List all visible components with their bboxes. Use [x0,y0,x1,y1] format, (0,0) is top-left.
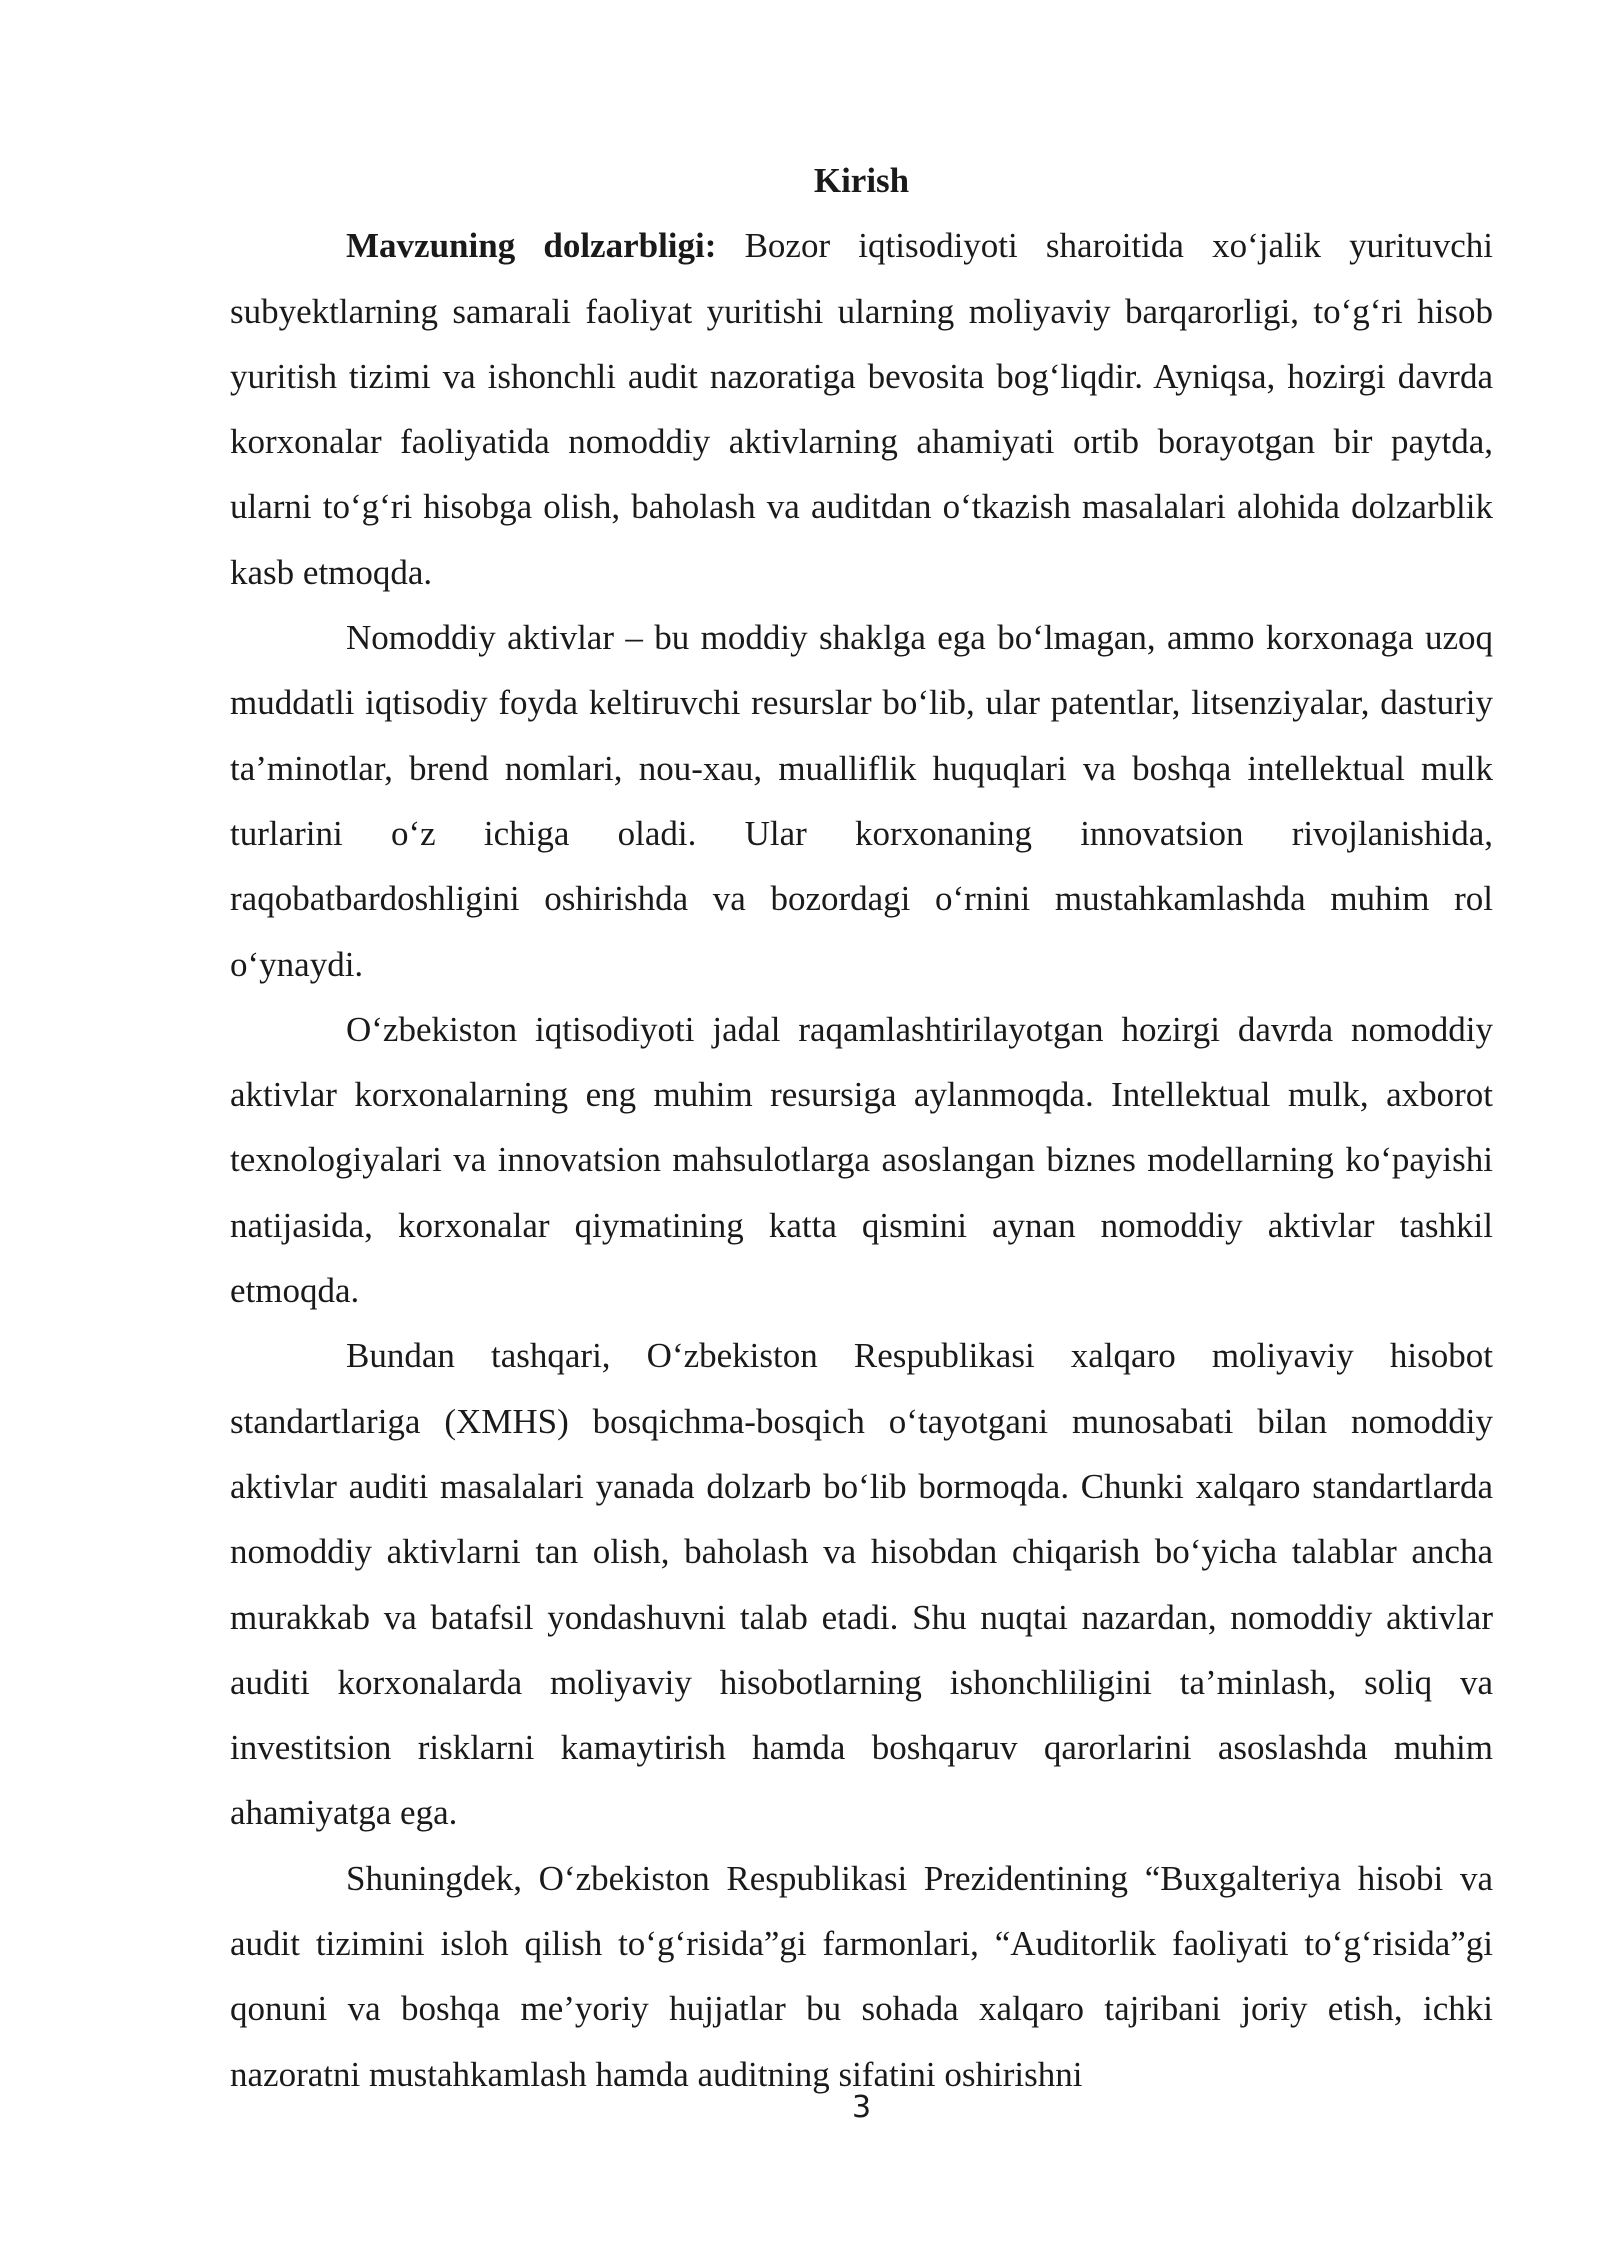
paragraph-4 [230,1323,1493,1845]
paragraph-text: Shuningdek, O‘zbekiston Respublikasi Prezidentining “Buxgalteriya hisobi va audit tizimini isloh qilish to‘g‘risida”gi farmonlari, “Auditorlik faoliyati to‘g‘risida”gi qonuni va boshqa me’yoriy hujjatlar bu sohada xalqaro tajribani joriy etish, ichki nazoratni mustahkamlash hamda auditning sifatini oshirishni [230,1858,1493,2094]
page-number: 3 [851,2090,872,2125]
section-title: Kirish [813,161,910,200]
paragraph-2 [230,605,1493,997]
document-body [230,148,1493,2107]
paragraph-3 [230,997,1493,1323]
paragraph-lead: Mavzuning dolzarbligi: [346,226,717,266]
paragraph-text: O‘zbekiston iqtisodiyoti jadal raqamlashtirilayotgan hozirgi davrda nomoddiy aktivlar korxonalarning eng muhim resursiga aylanmoqda. Intellektual mulk, axborot texnologiyalari va innovatsion mahsulotlarga asoslangan biznes modellarning ko‘payishi natijasida, korxonalar qiymatining katta qismini aynan nomoddiy aktivlar tashkil etmoqda. [230,1009,1493,1311]
paragraph-text: Bundan tashqari, O‘zbekiston Respublikasi xalqaro moliyaviy hisobot standartlariga (XMHS) bosqichma-bosqich o‘tayotgani munosabati bilan nomoddiy aktivlar auditi masalalari yanada dolzarb bo‘lib bormoqda. Chunki xalqaro standartlarda nomoddiy aktivlarni tan olish, baholash va hisobdan chiqarish bo‘yicha talablar ancha murakkab va batafsil yondashuvni talab etadi. Shu nuqtai nazardan, nomoddiy aktivlar auditi korxonalarda moliyaviy hisobotlarning ishonchliligini ta’minlash, soliq va investitsion risklarni kamaytirish hamda boshqaruv qarorlarini asoslashda muhim ahamiyatga ega. [230,1336,1493,1833]
paragraph-text: Bozor iqtisodiyoti sharoitida xo‘jalik yurituvchi subyektlarning samarali faoliyat yuritishi ularning moliyaviy barqarorligi, to‘g‘ri hisob yuritish tizimi va ishonchli audit nazoratiga bevosita bog‘liqdir. Ayniqsa, hozirgi davrda korxonalar faoliyatida nomoddiy aktivlarning ahamiyati ortib borayotgan bir paytda, ularni to‘g‘ri hisobga olish, baholash va auditdan o‘tkazish masalalari alohida dolzarblik kasb etmoqda. [230,226,1493,592]
paragraph-1 [230,213,1493,605]
paragraph-5 [230,1846,1493,2107]
paragraph-text: Nomoddiy aktivlar – bu moddiy shaklga ega bo‘lmagan, ammo korxonaga uzoq muddatli iqtisodiy foyda keltiruvchi resurslar bo‘lib, ular patentlar, litsenziyalar, dasturiy ta’minotlar, brend nomlari, nou-xau, mualliflik huquqlari va boshqa intellektual mulk turlarini o‘z ichiga oladi. Ular korxonaning innovatsion rivojlanishida, raqobatbardoshligini oshirishda va bozordagi o‘rnini mustahkamlashda muhim rol o‘ynaydi. [230,618,1493,984]
